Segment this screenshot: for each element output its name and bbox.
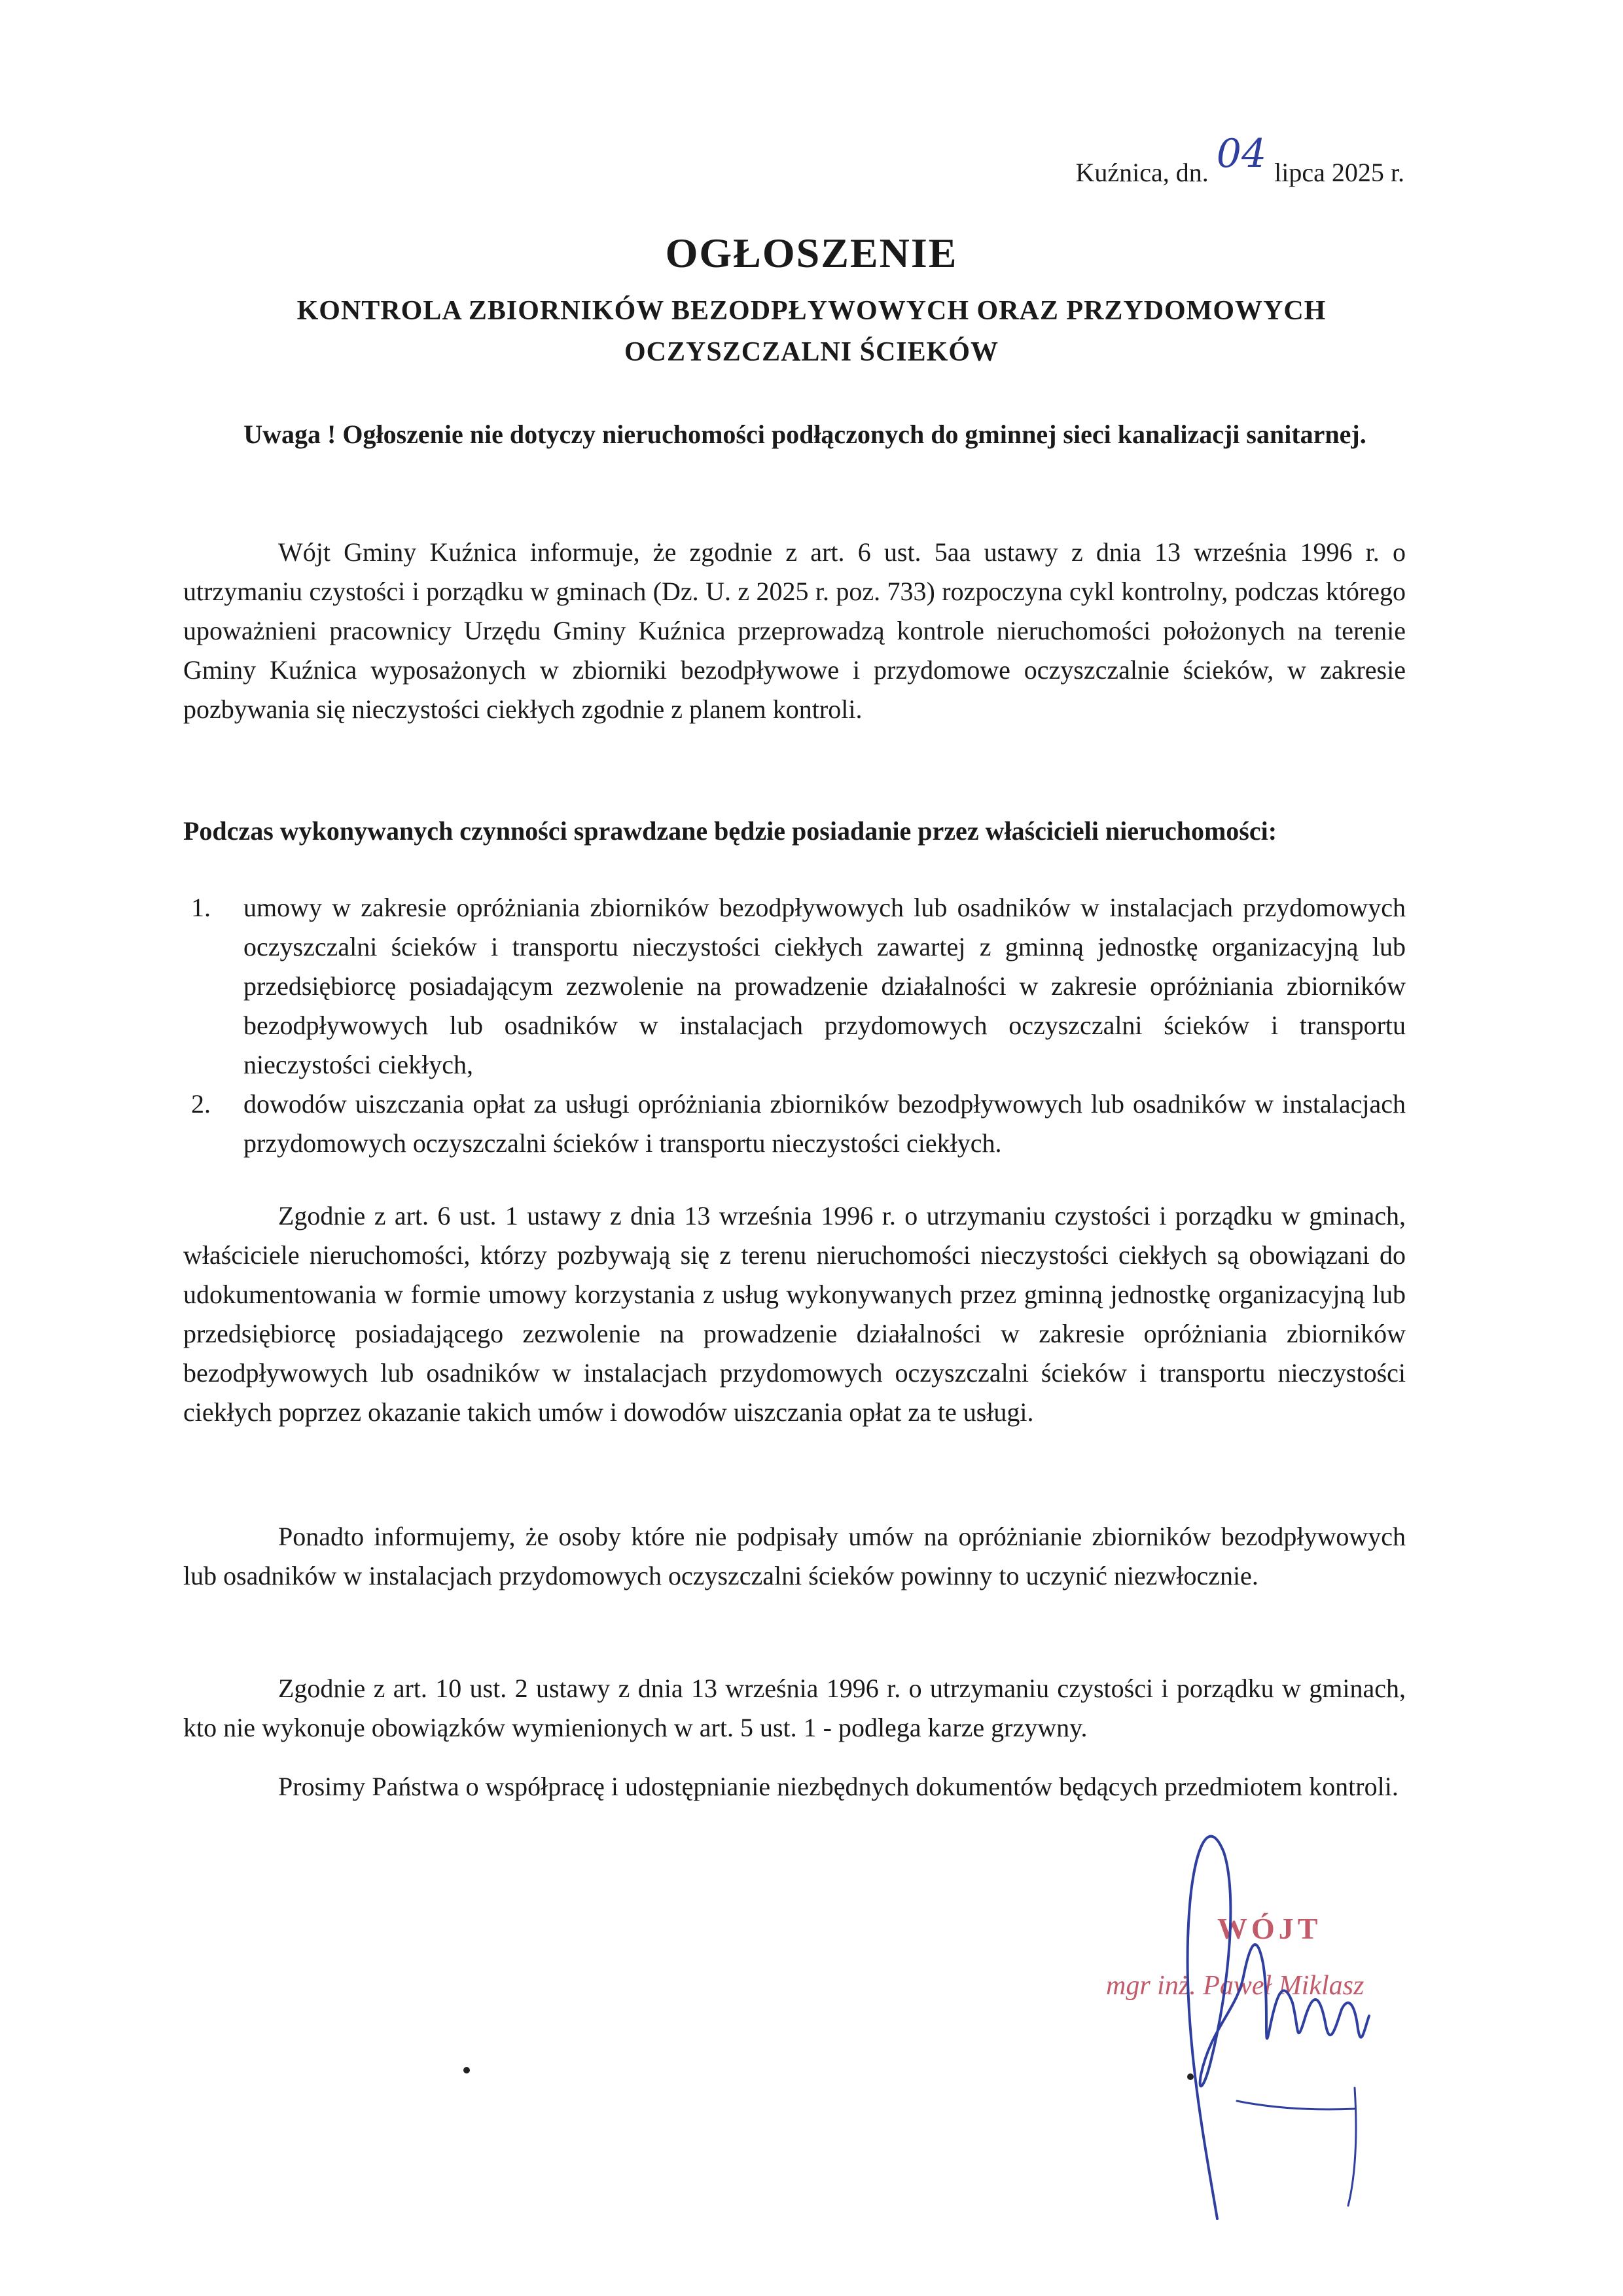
handwritten-signature (1139, 1813, 1414, 2232)
paragraph-obligation: Zgodnie z art. 6 ust. 1 ustawy z dnia 13 września 1996 r. o utrzymaniu czystości i porządku w gminach, właściciele nieruchomości, którzy pozbywają się z terenu nieruchomości nieczystości ciekłych są obowiązani do udokumentowania w formie umowy korzystania z usług wykonywanych przez gminną jednostkę organizacyjną lub przedsiębiorcę posiadającego zezwolenie na prowadzenie działalności w zakresie opróżniania zbiorników bezodpływowych lub osadników w instalacjach przydomowych oczyszczalni ścieków i transportu nieczystości ciekłych poprzez okazanie takich umów i dowodów uiszczania opłat za te usługi. (183, 1201, 1406, 1427)
document-subtitle (131, 291, 1492, 373)
date-suffix: lipca 2025 r. (1274, 158, 1404, 187)
subtitle-line-2: OCZYSZCZALNI ŚCIEKÓW (624, 337, 999, 367)
list-item (183, 1085, 1406, 1163)
subtitle-line-1: KONTROLA ZBIORNIKÓW BEZODPŁYWOWYCH ORAZ PRZYDOMOWYCH (296, 296, 1327, 326)
document-title: OGŁOSZENIE (665, 230, 958, 276)
list-item-text: umowy w zakresie opróżniania zbiorników bezodpływowych lub osadników w instalacjach przydomowych oczyszczalni ścieków i transportu nieczystości ciekłych zawartej z gminną jednostkę organizacyjną lub przedsiębiorcę posiadającym zezwolenie na prowadzenie działalności w zakresie opróżniania zbiorników bezodpływowych lub osadników w instalacjach przydomowych oczyszczalni ścieków i transportu nieczystości ciekłych, (243, 893, 1406, 1079)
page-mark (1187, 2073, 1194, 2080)
list-item (183, 888, 1406, 1085)
handwritten-day: 04 (1216, 131, 1267, 177)
list-item-number: 2. (191, 1089, 211, 1119)
page-mark (463, 2067, 470, 2073)
notice-text: Uwaga ! Ogłoszenie nie dotyczy nieruchomości podłączonych do gminnej sieci kanalizacji sanitarnej. (243, 420, 1366, 449)
paragraph-request: Prosimy Państwa o współpracę i udostępnianie niezbędnych dokumentów będących przedmiotem kontroli. (278, 1772, 1399, 1801)
check-heading: Podczas wykonywanych czynności sprawdzane będzie posiadanie przez właścicieli nieruchomości: (183, 816, 1277, 846)
stamp-name: mgr inż. Paweł Miklasz (1106, 1971, 1364, 2001)
date-prefix: Kuźnica, dn. (1075, 158, 1209, 187)
stamp-title: WÓJT (1217, 1912, 1322, 1945)
list-item-number: 1. (191, 893, 211, 922)
check-list (183, 888, 1406, 1163)
paragraph-intro: Wójt Gminy Kuźnica informuje, że zgodnie z art. 6 ust. 5aa ustawy z dnia 13 września 1996 r. o utrzymaniu czystości i porządku w gminach (Dz. U. z 2025 r. poz. 733) rozpoczyna cykl kontrolny, podczas którego upoważnieni pracownicy Urzędu Gminy Kuźnica przeprowadzą kontrole nieruchomości położonych na terenie Gminy Kuźnica wyposażonych w zbiorniki bezodpływowe i przydomowe oczyszczalnie ścieków, w zakresie pozbywania się nieczystości ciekłych zgodnie z planem kontroli. (183, 537, 1406, 724)
paragraph-penalty: Zgodnie z art. 10 ust. 2 ustawy z dnia 13 września 1996 r. o utrzymaniu czystości i porządku w gminach, kto nie wykonuje obowiązków wymienionych w art. 5 ust. 1 - podlega karze grzywny. (183, 1674, 1406, 1742)
paragraph-info: Ponadto informujemy, że osoby które nie podpisały umów na opróżnianie zbiorników bezodpływowych lub osadników w instalacjach przydomowych oczyszczalni ścieków powinny to uczynić niezwłocznie. (183, 1522, 1406, 1590)
list-item-text: dowodów uiszczania opłat za usługi opróżniania zbiorników bezodpływowych lub osadników w instalacjach przydomowych oczyszczalni ścieków i transportu nieczystości ciekłych. (243, 1089, 1406, 1158)
date-line (1075, 131, 1404, 191)
